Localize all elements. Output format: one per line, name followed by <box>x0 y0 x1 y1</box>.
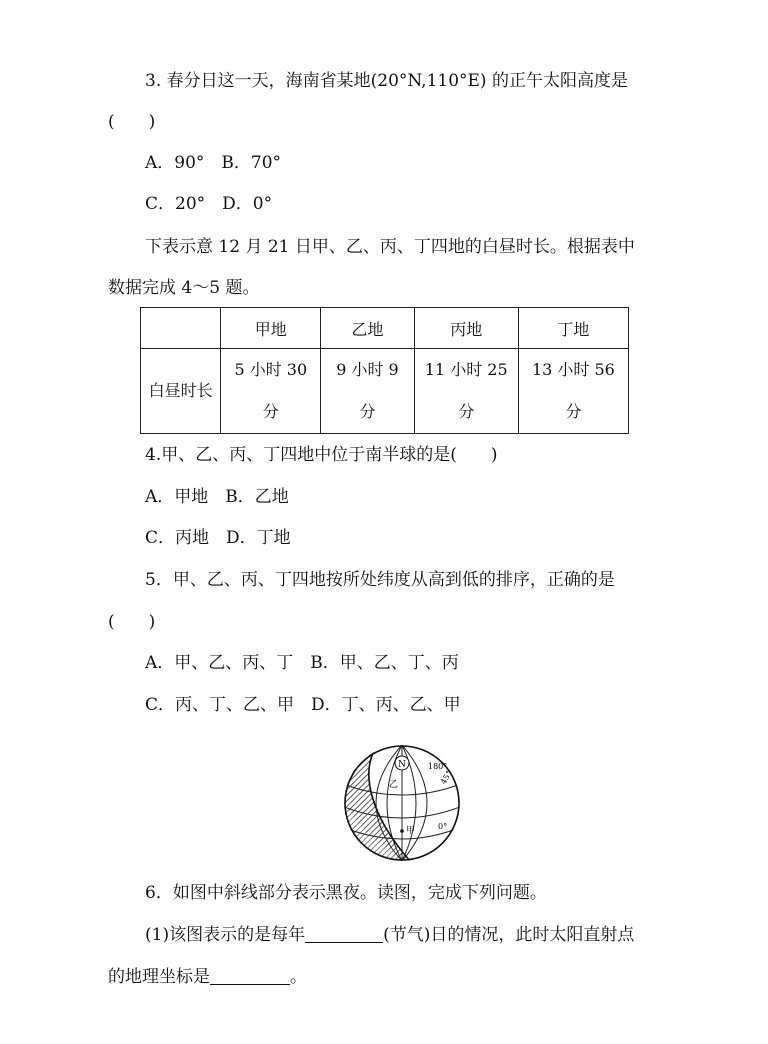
table-header-cell: 丙地 <box>414 308 518 349</box>
table-row <box>141 349 629 434</box>
table-cell: 11 小时 25 分 <box>414 349 518 434</box>
q6-stem: 6．如图中斜线部分表示黑夜。读图，完成下列问题。 <box>145 883 547 903</box>
table-cell: 13 小时 56 分 <box>518 349 628 434</box>
lon-0-label: 0° <box>438 822 448 831</box>
q5-answer-paren: ( ) <box>108 612 156 632</box>
q6-sub1-text-b: (节气)日的情况，此时太阳直射点 <box>383 925 635 945</box>
q5-options-cd: C．丙、丁、乙、甲 D．丁、丙、乙、甲 <box>145 695 461 715</box>
q6-blank-solar-term[interactable] <box>305 924 383 943</box>
q3-stem: 3. 春分日这一天，海南省某地(20°N,110°E) 的正午太阳高度是 <box>145 71 628 91</box>
point-yi-label: 乙 <box>389 780 399 790</box>
point-jia-label: 甲 <box>406 826 416 836</box>
q6-sub1-end: 。 <box>290 967 307 987</box>
intro-line-1: 下表示意 12 月 21 日甲、乙、丙、丁四地的白昼时长。根据表中 <box>145 237 635 257</box>
q6-sub1-line2 <box>108 966 307 988</box>
q3-options-ab: A．90° B．70° <box>145 153 282 173</box>
table-header-cell: 乙地 <box>321 308 414 349</box>
north-label: N <box>398 760 406 770</box>
q6-blank-coordinates[interactable] <box>210 966 290 985</box>
point-jia-marker <box>400 829 404 833</box>
q3-answer-paren: ( ) <box>108 112 156 132</box>
table-row-label: 白昼时长 <box>141 349 221 434</box>
q6-sub1-line1 <box>145 924 634 946</box>
table-header-cell <box>141 308 221 349</box>
q4-stem: 4.甲、乙、丙、丁四地中位于南半球的是( ) <box>145 445 498 465</box>
q4-options-cd: C．丙地 D．丁地 <box>145 528 291 548</box>
q5-options-ab: A．甲、乙、丙、丁 B．甲、乙、丁、丙 <box>145 653 459 673</box>
table-header-row <box>141 308 629 349</box>
table-header-cell: 丁地 <box>518 308 628 349</box>
q4-options-ab: A．甲地 B．乙地 <box>145 487 289 507</box>
q6-sub1-text-c: 的地理坐标是 <box>108 967 210 987</box>
q6-sub1-text-a: (1)该图表示的是每年 <box>145 925 306 945</box>
q3-options-cd: C．20° D．0° <box>145 194 273 214</box>
table-cell: 9 小时 9 分 <box>321 349 414 434</box>
q5-stem: 5．甲、乙、丙、丁四地按所处纬度从高到低的排序，正确的是 <box>145 570 615 590</box>
globe-figure <box>340 745 470 861</box>
intro-line-2: 数据完成 4～5 题。 <box>108 278 260 298</box>
table-cell: 5 小时 30 分 <box>221 349 321 434</box>
lon-180-label: 180° <box>428 762 448 771</box>
daylength-table <box>140 307 629 434</box>
lon-45-label: 45° <box>438 769 454 786</box>
table-header-cell: 甲地 <box>221 308 321 349</box>
